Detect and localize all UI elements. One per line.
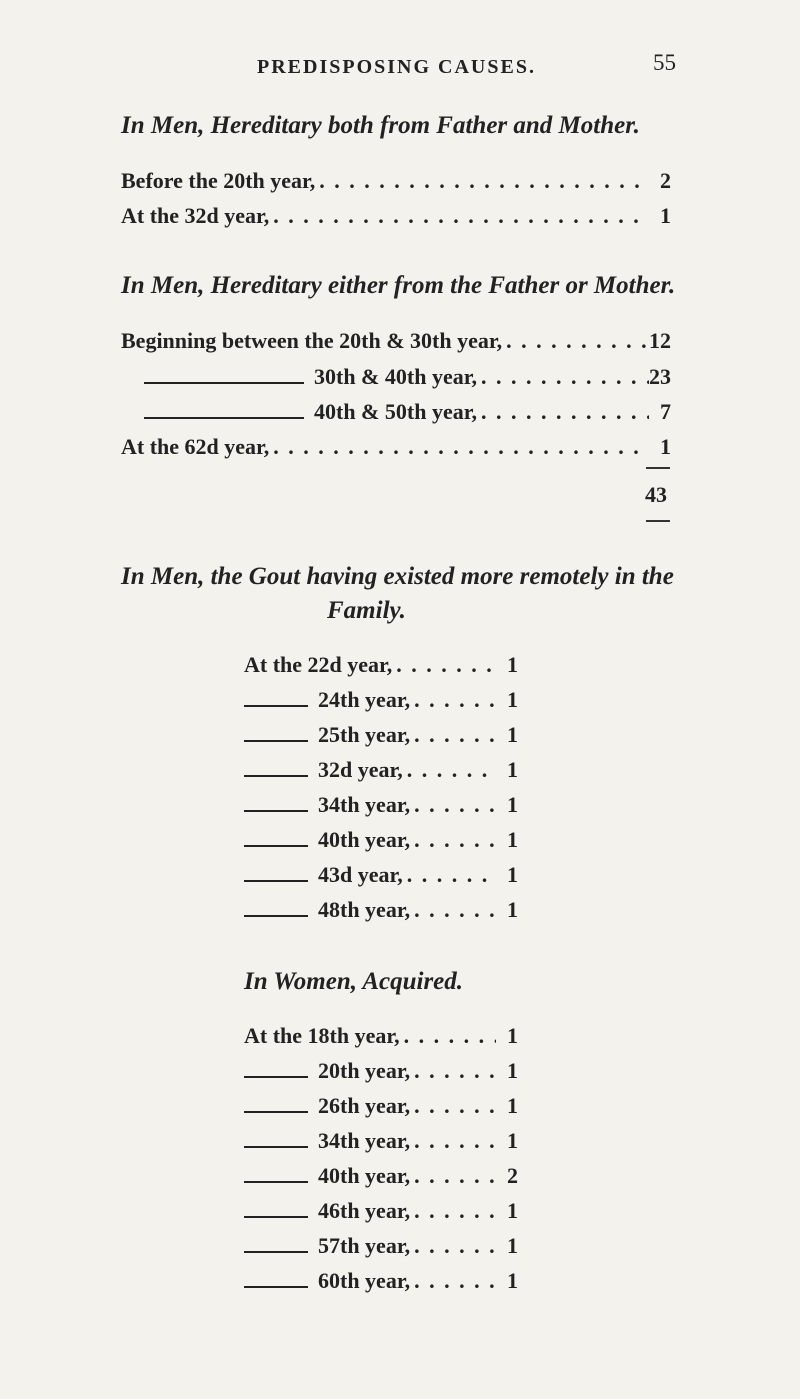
leader-dots xyxy=(410,827,496,853)
row-value: 1 xyxy=(507,1198,518,1223)
row-label: 40th & 50th year, xyxy=(314,399,477,424)
section2-row xyxy=(121,328,671,354)
row-label: At the 32d year, xyxy=(121,203,270,228)
section4-row xyxy=(244,1268,518,1294)
ditto-dash xyxy=(244,1181,308,1183)
leader-dots xyxy=(410,1233,496,1259)
row-label: 30th & 40th year, xyxy=(314,364,477,389)
leader-dots xyxy=(502,328,649,354)
leader-dots xyxy=(410,792,496,818)
row-value: 1 xyxy=(507,757,518,782)
section2-row xyxy=(144,364,671,390)
section2-heading: In Men, Hereditary either from the Father or Mother. xyxy=(121,272,676,299)
section4-row xyxy=(244,1058,518,1084)
row-label: 40th year, xyxy=(318,1163,411,1188)
row-value: 12 xyxy=(649,328,671,353)
section3-row xyxy=(244,757,518,783)
leader-dots xyxy=(392,652,496,678)
ditto-dash xyxy=(244,1286,308,1288)
row-value: 23 xyxy=(649,364,671,389)
section3-row xyxy=(244,897,518,923)
row-label: 34th year, xyxy=(318,1128,411,1153)
ditto-dash xyxy=(244,845,308,847)
leader-dots xyxy=(410,1093,496,1119)
section3-row xyxy=(244,652,518,678)
ditto-dash xyxy=(244,1216,308,1218)
ditto-dash xyxy=(244,775,308,777)
row-label: 32d year, xyxy=(318,757,403,782)
section4-row xyxy=(244,1163,518,1189)
row-value: 1 xyxy=(507,1233,518,1258)
row-label: 60th year, xyxy=(318,1268,411,1293)
section4-heading: In Women, Acquired. xyxy=(244,968,464,995)
section3-heading-cont: Family. xyxy=(327,597,406,624)
leader-dots xyxy=(403,862,496,888)
ditto-dash xyxy=(244,880,308,882)
leader-dots xyxy=(410,1198,496,1224)
row-label: 43d year, xyxy=(318,862,403,887)
section1-row xyxy=(121,168,671,194)
row-label: At the 22d year, xyxy=(244,652,393,677)
ditto-dash xyxy=(144,417,304,419)
section4-row xyxy=(244,1128,518,1154)
leader-dots xyxy=(410,1163,496,1189)
ditto-dash xyxy=(244,740,308,742)
row-value: 1 xyxy=(507,1023,518,1048)
section2-row xyxy=(121,434,671,460)
section3-heading: In Men, the Gout having existed more remotely in the xyxy=(121,563,674,590)
leader-dots xyxy=(410,1268,496,1294)
section1-row xyxy=(121,203,671,229)
row-label: 57th year, xyxy=(318,1233,411,1258)
row-value: 1 xyxy=(660,203,671,228)
leader-dots xyxy=(269,434,649,460)
sum-rule xyxy=(646,467,670,469)
section3-row xyxy=(244,827,518,853)
leader-dots xyxy=(410,1128,496,1154)
ditto-dash xyxy=(244,1076,308,1078)
row-value: 1 xyxy=(507,1128,518,1153)
row-label: 34th year, xyxy=(318,792,411,817)
leader-dots xyxy=(410,1058,496,1084)
row-label: 40th year, xyxy=(318,827,411,852)
section1-heading: In Men, Hereditary both from Father and Mother. xyxy=(121,112,640,139)
leader-dots xyxy=(477,399,649,425)
row-value: 1 xyxy=(507,652,518,677)
row-value: 1 xyxy=(507,792,518,817)
row-label: Beginning between the 20th & 30th year, xyxy=(121,328,503,353)
section4-row xyxy=(244,1093,518,1119)
leader-dots xyxy=(477,364,649,390)
row-value: 1 xyxy=(507,862,518,887)
section3-row xyxy=(244,722,518,748)
section4-row xyxy=(244,1198,518,1224)
section3-row xyxy=(244,687,518,713)
row-value: 1 xyxy=(507,1268,518,1293)
row-label: 24th year, xyxy=(318,687,411,712)
leader-dots xyxy=(410,897,496,923)
ditto-dash xyxy=(244,1146,308,1148)
section3-row xyxy=(244,862,518,888)
row-label: At the 18th year, xyxy=(244,1023,400,1048)
section2-row xyxy=(144,399,671,425)
row-value: 2 xyxy=(507,1163,518,1188)
row-value: 1 xyxy=(507,1058,518,1083)
leader-dots xyxy=(400,1023,496,1049)
row-value: 1 xyxy=(507,827,518,852)
ditto-dash xyxy=(244,810,308,812)
row-label: 20th year, xyxy=(318,1058,411,1083)
leader-dots xyxy=(269,203,649,229)
row-label: 25th year, xyxy=(318,722,411,747)
ditto-dash xyxy=(244,915,308,917)
ditto-dash xyxy=(144,382,304,384)
ditto-dash xyxy=(244,705,308,707)
row-label: 48th year, xyxy=(318,897,411,922)
section2-total: 43 xyxy=(645,482,667,507)
leader-dots xyxy=(403,757,496,783)
section3-row xyxy=(244,792,518,818)
page-number: 55 xyxy=(653,50,676,75)
row-value: 1 xyxy=(507,687,518,712)
leader-dots xyxy=(410,687,496,713)
sum-rule xyxy=(646,520,670,522)
row-value: 7 xyxy=(660,399,671,424)
leader-dots xyxy=(315,168,649,194)
row-label: 46th year, xyxy=(318,1198,411,1223)
ditto-dash xyxy=(244,1111,308,1113)
section4-row xyxy=(244,1023,518,1049)
leader-dots xyxy=(410,722,496,748)
row-value: 1 xyxy=(660,434,671,459)
row-label: At the 62d year, xyxy=(121,434,270,459)
row-value: 1 xyxy=(507,897,518,922)
row-value: 1 xyxy=(507,722,518,747)
row-value: 2 xyxy=(660,168,671,193)
row-label: 26th year, xyxy=(318,1093,411,1118)
row-label: Before the 20th year, xyxy=(121,168,316,193)
running-head: PREDISPOSING CAUSES. xyxy=(257,56,536,78)
row-value: 1 xyxy=(507,1093,518,1118)
ditto-dash xyxy=(244,1251,308,1253)
section4-row xyxy=(244,1233,518,1259)
